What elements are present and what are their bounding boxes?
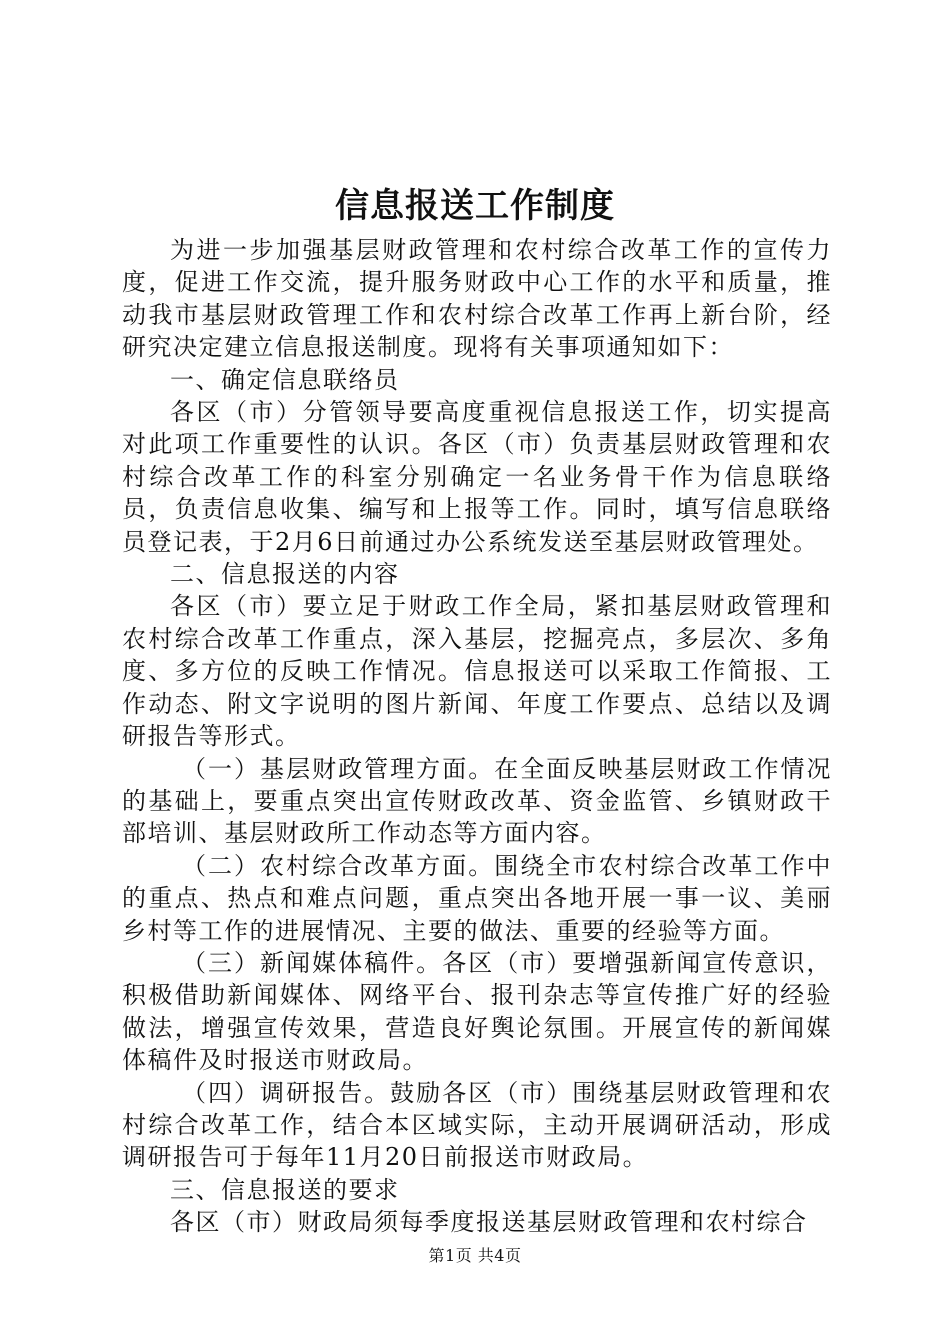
section-heading-3: 三、信息报送的要求 xyxy=(170,1175,400,1204)
section-3-paragraph: 各区（市）财政局须每季度报送基层财政管理和农村综合 xyxy=(170,1208,808,1237)
subsection-1-paragraph: （一）基层财政管理方面。在全面反映基层财政工作情况的基础上，要重点突出宣传财政改革、资金监管、乡镇财政干部培训、基层财政所工作动态等方面内容。 xyxy=(122,754,832,848)
intro-paragraph: 为进一步加强基层财政管理和农村综合改革工作的宣传力度，促进工作交流，提升服务财政中心工作的水平和质量，推动我市基层财政管理工作和农村综合改革工作再上新台阶，经研究决定建立信息报送制度。现将有关事项通知如下： xyxy=(122,236,832,362)
document-title: 信息报送工作制度 xyxy=(335,186,615,226)
section-heading-2: 二、信息报送的内容 xyxy=(170,560,400,589)
subsection-4-paragraph: （四）调研报告。鼓励各区（市）围绕基层财政管理和农村综合改革工作，结合本区域实际，主动开展调研活动，形成调研报告可于每年11月20日前报送市财政局。 xyxy=(122,1078,832,1172)
subsection-3-paragraph: （三）新闻媒体稿件。各区（市）要增强新闻宣传意识，积极借助新闻媒体、网络平台、报刊杂志等宣传推广好的经验做法，增强宣传效果，营造良好舆论氛围。开展宣传的新闻媒体稿件及时报送市财政局。 xyxy=(122,948,832,1075)
section-2-paragraph: 各区（市）要立足于财政工作全局，紧扣基层财政管理和农村综合改革工作重点，深入基层，挖掘亮点，多层次、多角度、多方位的反映工作情况。信息报送可以采取工作简报、工作动态、附文字说明的图片新闻、年度工作要点、总结以及调研报告等形式。 xyxy=(122,592,832,751)
page-number-footer: 第1页 共4页 xyxy=(428,1246,522,1265)
subsection-2-paragraph: （二）农村综合改革方面。围绕全市农村综合改革工作中的重点、热点和难点问题，重点突出各地开展一事一议、美丽乡村等工作的进展情况、主要的做法、重要的经验等方面。 xyxy=(122,851,832,945)
document-body xyxy=(122,234,832,1239)
section-heading-1: 一、确定信息联络员 xyxy=(170,365,400,394)
section-1-paragraph: 各区（市）分管领导要高度重视信息报送工作，切实提高对此项工作重要性的认识。各区（市）负责基层财政管理和农村综合改革工作的科室分别确定一名业务骨干作为信息联络员，负责信息收集、编写和上报等工作。同时，填写信息联络员登记表，于2月6日前通过办公系统发送至基层财政管理处。 xyxy=(122,398,832,556)
